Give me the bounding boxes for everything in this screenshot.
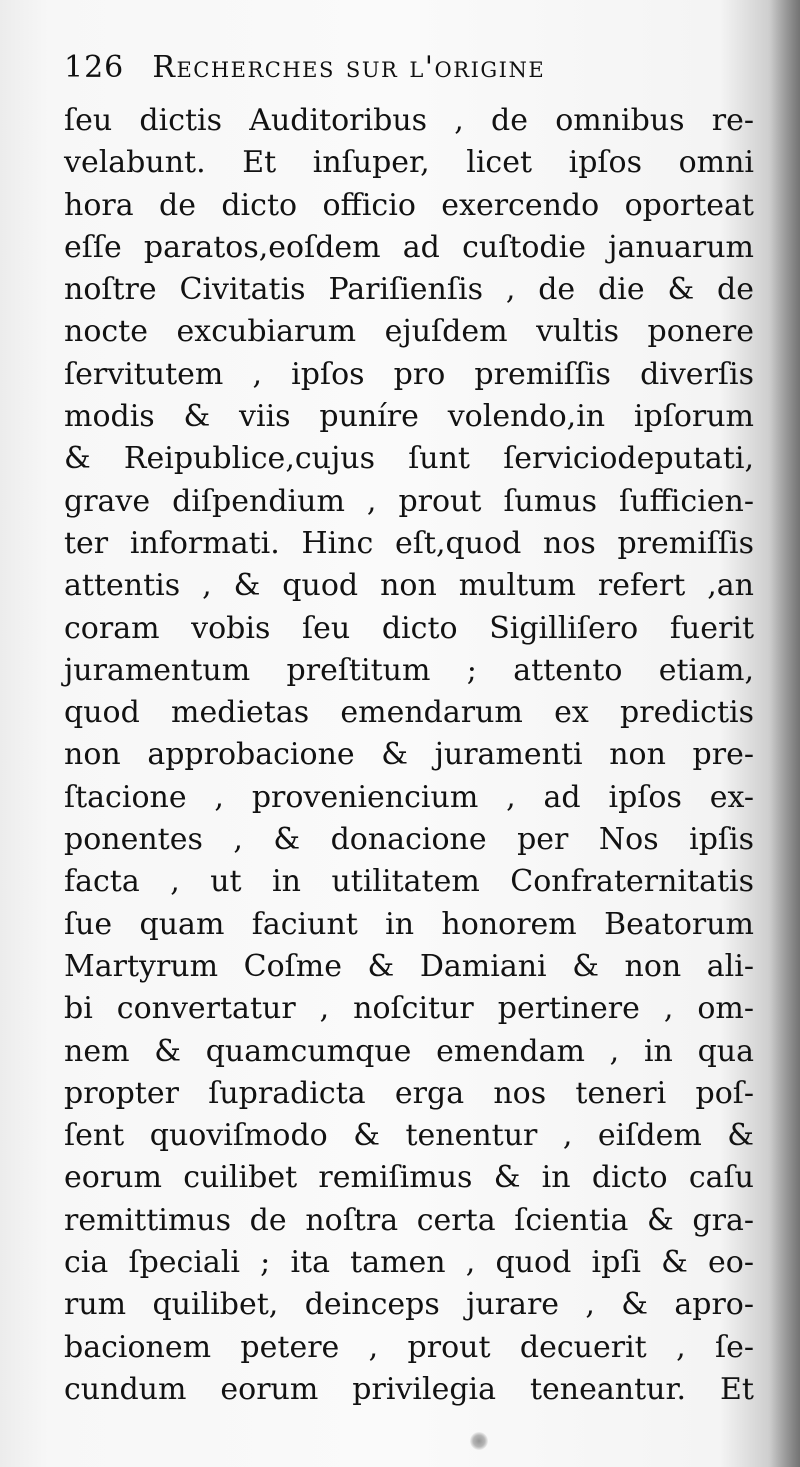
text-line: eſſe paratos,eoſdem ad cuſtodie januarum	[64, 229, 754, 265]
text-line: grave diſpendium , prout ſumus ſufficien-	[64, 483, 754, 519]
text-line: Martyrum Coſme & Damiani & non ali-	[64, 948, 754, 984]
text-line: attentis , & quod non multum refert ,an	[64, 568, 754, 604]
text-line: cia ſpeciali ; ita tamen , quod ipſi & eo-	[64, 1245, 754, 1281]
text-line: & Reipublice,cujus ſunt ſerviciodeputati,	[64, 441, 754, 477]
text-line: bacionem petere , prout decuerit , ſe-	[64, 1329, 754, 1365]
text-line: remittimus de noſtra certa ſcientia & gra-	[64, 1202, 754, 1238]
text-line: coram vobis ſeu dicto Sigilliſero fuerit	[64, 610, 754, 646]
text-line: eorum cuilibet remiſimus & in dicto caſu	[64, 1160, 754, 1196]
page-edge-shadow	[770, 0, 800, 1467]
text-line: ponentes , & donacione per Nos ipſis	[64, 822, 754, 858]
ink-smudge	[470, 1432, 488, 1450]
text-line: bi convertatur , noſcitur pertinere , om-	[64, 991, 754, 1027]
text-line: ſent quoviſmodo & tenentur , eiſdem &	[64, 1118, 754, 1154]
text-line: hora de dicto officio exercendo oporteat	[64, 187, 754, 223]
running-head: Recherches sur l'origine	[152, 50, 546, 85]
text-line: facta , ut in utilitatem Confraternitatis	[64, 864, 754, 900]
text-line: modis & viis puníre volendo,in ipſorum	[64, 399, 754, 435]
text-line: propter ſupradicta erga nos teneri poſ-	[64, 1075, 754, 1111]
page-header	[64, 50, 764, 85]
text-line: nocte excubiarum ejuſdem vultis ponere	[64, 314, 754, 350]
page-number: 126	[64, 50, 125, 85]
text-line: noſtre Civitatis Pariſienſis , de die & de	[64, 272, 754, 308]
text-line: ſtacione , proveniencium , ad ipſos ex-	[64, 779, 754, 815]
text-line: ter informati. Hinc eſt,quod nos premiſſis	[64, 525, 754, 561]
text-line: cundum eorum privilegia teneantur. Et	[64, 1371, 754, 1407]
body-text	[64, 100, 754, 1411]
text-line: ſeu dictis Auditoribus , de omnibus re-	[64, 103, 754, 138]
text-line: rum quilibet, deinceps jurare , & apro-	[64, 1287, 754, 1323]
text-line: velabunt. Et inſuper, licet ipſos omni	[64, 145, 754, 181]
text-line: ſervitutem , ipſos pro premiſſis diverſis	[64, 356, 754, 392]
text-line: nem & quamcumque emendam , in qua	[64, 1033, 754, 1069]
text-line: ſue quam faciunt in honorem Beatorum	[64, 906, 754, 942]
text-line: non approbacione & juramenti non pre-	[64, 737, 754, 773]
text-line: juramentum preſtitum ; attento etiam,	[64, 652, 754, 688]
text-line: quod medietas emendarum ex predictis	[64, 695, 754, 731]
